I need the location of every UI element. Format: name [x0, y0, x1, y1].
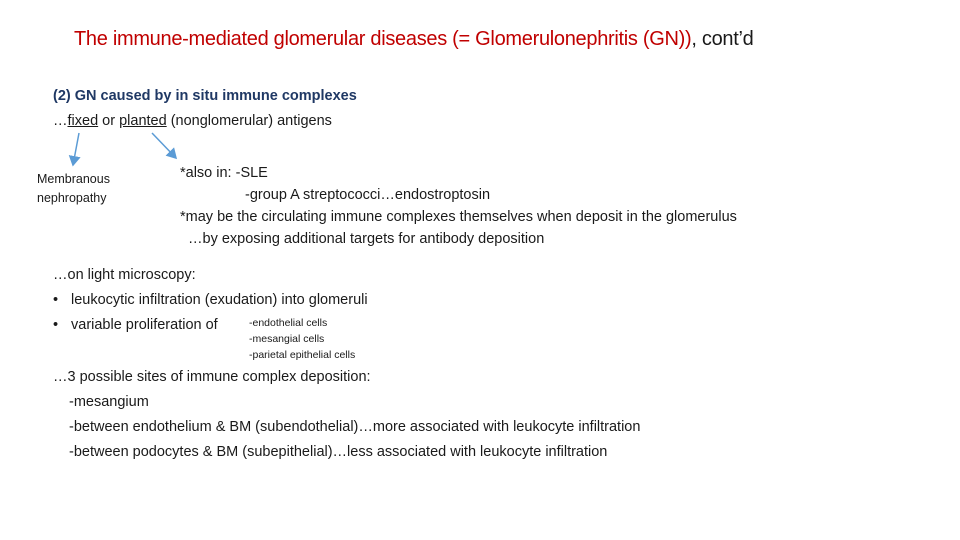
also-line3: *may be the circulating immune complexes themselves when deposit in the glomerulus — [180, 209, 737, 225]
also-line1: *also in: -SLE — [180, 165, 268, 181]
bullet-text: variable proliferation of — [71, 317, 218, 333]
title-main: The immune-mediated glomerular diseases (= Glomerulonephritis (GN)) — [74, 28, 692, 50]
list-item — [53, 288, 368, 313]
planted-arrow — [152, 133, 176, 158]
antigens-prefix: … — [53, 113, 68, 129]
or-word: or — [98, 113, 120, 129]
sites-intro: …3 possible sites of immune complex deposition: — [53, 369, 371, 385]
deposition-sites-block — [53, 365, 640, 465]
antigens-line — [53, 113, 332, 129]
membranous-line1: Membranous — [37, 172, 110, 186]
slide-title — [74, 28, 753, 51]
cell-type: -endothelial cells — [249, 317, 328, 329]
title-suffix: , cont’d — [691, 28, 754, 50]
bullet-symbol: • — [53, 317, 59, 333]
section-subheading: (2) GN caused by in situ immune complexes — [53, 88, 357, 104]
fixed-arrow — [73, 133, 79, 165]
cell-type: -mesangial cells — [249, 333, 325, 345]
site-item: -mesangium — [69, 394, 149, 410]
fixed-word: fixed — [67, 113, 99, 129]
site-item: -between endothelium & BM (subendothelial)…more associated with leukocyte infiltration — [69, 419, 641, 435]
planted-word: planted — [119, 113, 167, 129]
membranous-nephropathy-label — [37, 170, 110, 208]
cell-type: -parietal epithelial cells — [249, 349, 356, 361]
also-line4: …by exposing additional targets for antibody deposition — [188, 231, 545, 247]
antigens-rest: (nonglomerular) antigens — [166, 113, 332, 129]
also-line2: -group A streptococci…endostroptosin — [245, 187, 491, 203]
membranous-line2: nephropathy — [37, 191, 107, 205]
bullet-text: leukocytic infiltration (exudation) into glomeruli — [71, 292, 368, 308]
light-microscopy-intro: …on light microscopy: — [53, 267, 196, 283]
bullet-symbol: • — [53, 292, 59, 308]
cell-types-list — [249, 315, 355, 363]
also-notes — [180, 162, 737, 250]
site-item: -between podocytes & BM (subepithelial)…less associated with leukocyte infiltration — [69, 444, 608, 460]
